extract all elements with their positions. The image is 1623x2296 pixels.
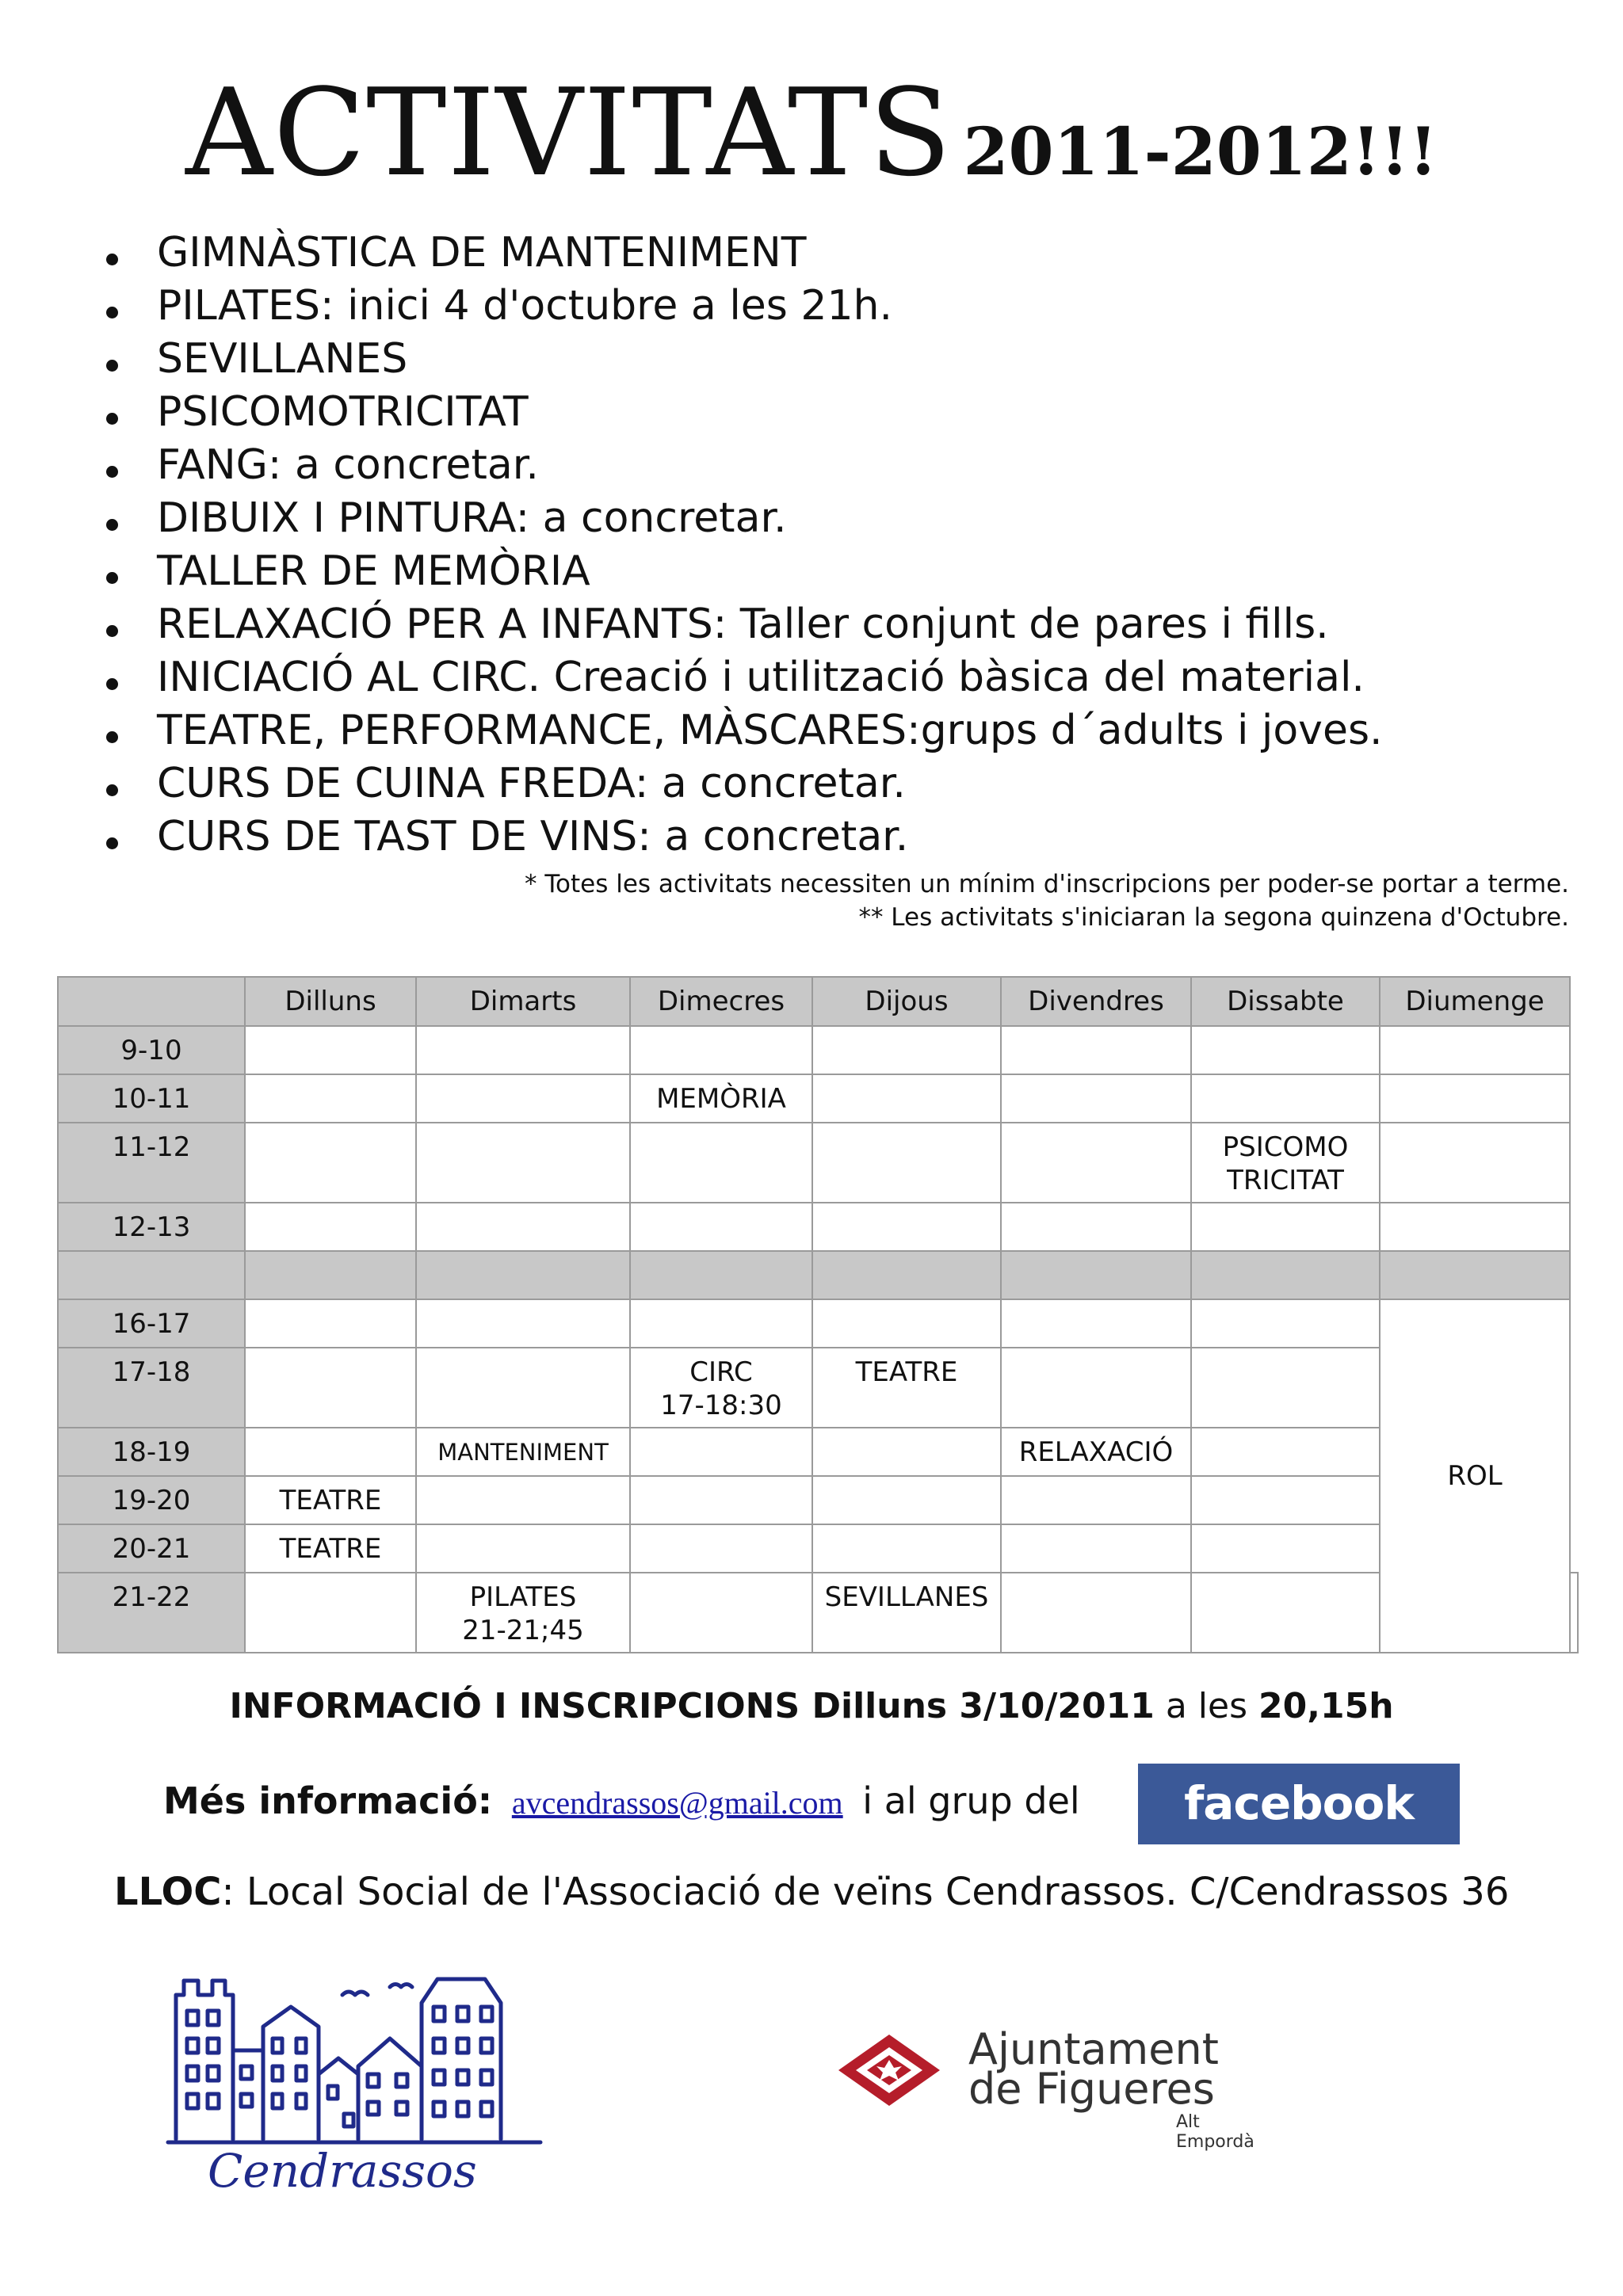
list-item: CURS DE CUINA FREDA: a concretar. [100,757,1590,810]
list-item: PILATES: inici 4 d'octubre a les 21h. [100,280,1590,333]
table-row [58,1348,1578,1428]
list-item: DIBUIX I PINTURA: a concretar. [100,492,1590,545]
day-header: Dilluns [245,977,416,1026]
cendrassos-logo-text: Cendrassos [208,2144,477,2198]
table-separator-row [58,1251,1578,1299]
hour-cell: 21-22 [58,1573,245,1653]
hour-cell: 17-18 [58,1348,245,1428]
schedule-cell: MEMÒRIA [630,1074,812,1123]
more-info: Més informació: avcendrassos@gmail.com i al grup del [163,1779,1080,1822]
table-row [58,1123,1578,1203]
place-info: LLOC: Local Social de l'Associació de veïns Cendrassos. C/Cendrassos 36 [114,1870,1510,1914]
table-row [58,1428,1578,1476]
bullet-icon [106,519,118,531]
bullet-icon [106,678,118,690]
schedule-cell: TEATRE [245,1476,416,1524]
bullet-icon [106,837,118,849]
schedule-cell: PILATES 21-21;45 [416,1573,630,1653]
table-row [58,1299,1578,1348]
hour-cell: 12-13 [58,1203,245,1251]
table-row [58,1573,1578,1653]
title-main: ACTIVITATS [185,63,953,203]
figueres-emblem-icon [835,2031,943,2109]
hour-cell: 11-12 [58,1123,245,1203]
list-item: TALLER DE MEMÒRIA [100,545,1590,598]
bullet-icon [106,307,118,318]
schedule-cell: SEVILLANES [812,1573,1001,1653]
ajuntament-logo [835,2024,1279,2152]
bullet-icon [106,254,118,265]
list-item: SEVILLANES [100,333,1590,386]
table-row [58,1026,1578,1074]
day-header: Dimarts [416,977,630,1026]
list-item: INICIACIÓ AL CIRC. Creació i utilització bàsica del material. [100,651,1590,704]
title-years: 2011-2012!!! [963,114,1438,190]
schedule-cell: MANTENIMENT [416,1428,630,1476]
list-item: FANG: a concretar. [100,439,1590,492]
schedule-cell: TEATRE [812,1348,1001,1428]
registration-info: INFORMACIÓ I INSCRIPCIONS Dilluns 3/10/2011 a les 20,15h [229,1686,1394,1726]
hour-cell: 16-17 [58,1299,245,1348]
schedule-cell: TEATRE [245,1524,416,1573]
list-item: RELAXACIÓ PER A INFANTS: Taller conjunt de pares i fills. [100,598,1590,651]
note-minimum: * Totes les activitats necessiten un mínim d'inscripcions per poder-se portar a terme. [524,870,1569,898]
day-header: Divendres [1001,977,1191,1026]
hour-cell: 9-10 [58,1026,245,1074]
corner-cell [58,977,245,1026]
table-row [58,1203,1578,1251]
day-header: Diumenge [1380,977,1570,1026]
list-item: TEATRE, PERFORMANCE, MÀSCARES:grups d´adults i joves. [100,704,1590,757]
table-row [58,1476,1578,1524]
note-start: ** Les activitats s'iniciaran la segona quinzena d'Octubre. [858,903,1569,932]
schedule-cell: RELAXACIÓ [1001,1428,1191,1476]
schedule-cell: CIRC 17-18:30 [630,1348,812,1428]
cendrassos-logo [160,1963,558,2203]
buildings-icon [160,1963,558,2203]
bullet-icon [106,625,118,637]
schedule-cell-rol: ROL [1380,1299,1570,1653]
ajuntament-region: Alt Empordà [1176,2112,1254,2152]
ajuntament-name-line1: Ajuntament [968,2024,1219,2074]
day-header: Dissabte [1191,977,1380,1026]
hour-cell: 19-20 [58,1476,245,1524]
hour-cell: 10-11 [58,1074,245,1123]
table-row [58,1074,1578,1123]
list-item: CURS DE TAST DE VINS: a concretar. [100,810,1590,864]
bullet-icon [106,572,118,584]
table-row [58,1524,1578,1573]
page-title [0,63,1623,203]
bullet-icon [106,784,118,796]
schedule-cell: PSICOMO TRICITAT [1191,1123,1380,1203]
facebook-logo[interactable]: facebook [1138,1764,1460,1844]
list-item: GIMNÀSTICA DE MANTENIMENT [100,227,1590,280]
schedule-table [57,976,1579,1653]
bullet-icon [106,413,118,425]
email-link[interactable]: avcendrassos@gmail.com [511,1785,843,1821]
bullet-icon [106,731,118,743]
list-item: PSICOMOTRICITAT [100,386,1590,439]
table-header-row [58,977,1578,1026]
ajuntament-name-line2: de Figueres [968,2064,1215,2114]
day-header: Dijous [812,977,1001,1026]
bullet-icon [106,360,118,372]
activity-list [100,227,1590,864]
bullet-icon [106,466,118,478]
hour-cell: 20-21 [58,1524,245,1573]
hour-cell: 18-19 [58,1428,245,1476]
day-header: Dimecres [630,977,812,1026]
